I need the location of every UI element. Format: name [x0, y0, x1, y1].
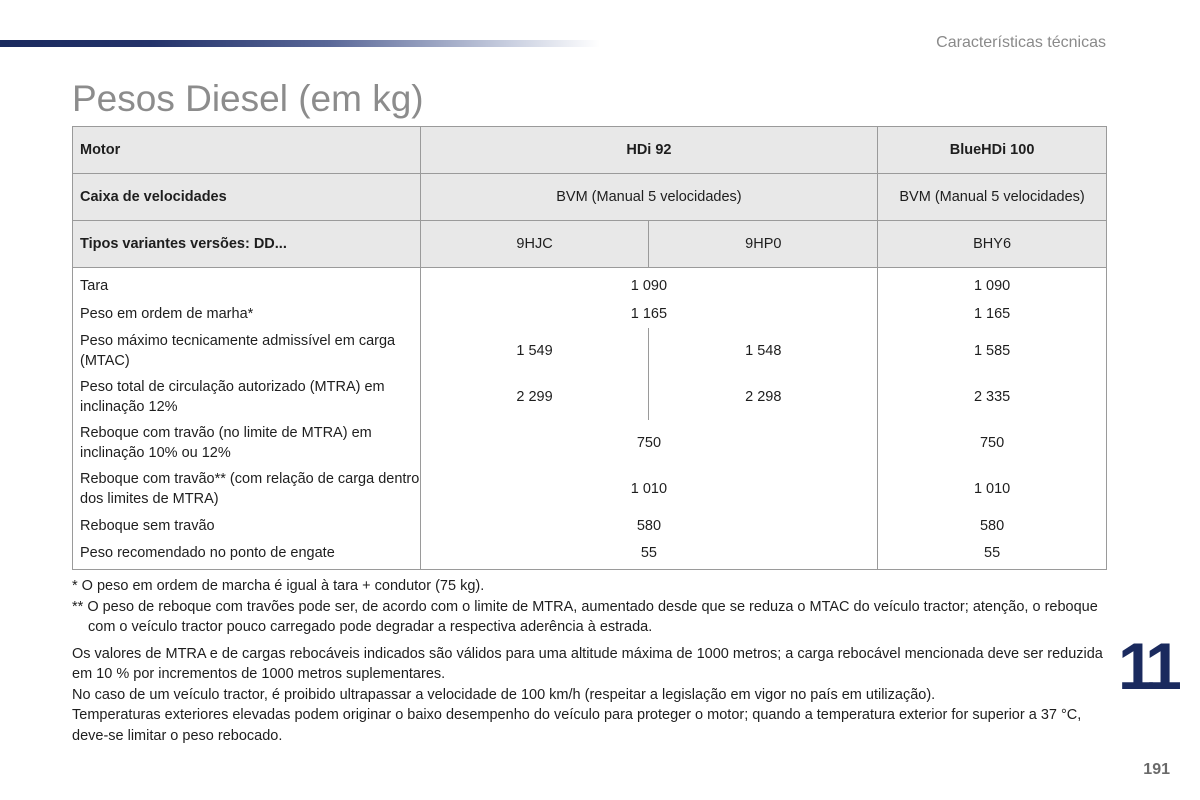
- page-title: Pesos Diesel (em kg): [72, 78, 424, 119]
- row-value: 2 299: [420, 374, 649, 420]
- row-value: 750: [420, 420, 878, 466]
- footnote: ** O peso de reboque com travões pode ser, de acordo com o limite de MTRA, aumentado desde que se reduza o MTAC do veículo tractor; atenção, o reboque com o veículo tractor pouco carregado pode degradar a respectiva aderência à estrada.: [72, 598, 1098, 635]
- weights-table: [72, 126, 1107, 570]
- row-value: 1 585: [878, 328, 1107, 374]
- gearbox-value: BVM (Manual 5 velocidades): [420, 174, 878, 221]
- row-value: 2 298: [649, 374, 878, 420]
- table-header-row: [73, 174, 1107, 221]
- header-accent-bar: [0, 40, 600, 47]
- paragraph: Os valores de MTRA e de cargas rebocáveis indicados são válidos para uma altitude máxima de 1000 metros; a carga rebocável mencionada deve ser reduzida em 10 % por incrementos de 1000 metros suplementares.: [72, 645, 1103, 682]
- row-value: 1 010: [420, 466, 878, 512]
- table-row: [73, 268, 1107, 300]
- row-value: 1 549: [420, 328, 649, 374]
- table-header-row: [73, 221, 1107, 268]
- motor-label: Motor: [73, 127, 421, 174]
- row-value: 55: [420, 540, 878, 570]
- table-row: [73, 466, 1107, 512]
- variants-label: Tipos variantes versões: DD...: [73, 221, 421, 268]
- table-row: [73, 328, 1107, 374]
- row-label: Reboque com travão (no limite de MTRA) em inclinação 10% ou 12%: [73, 420, 421, 466]
- engine-hdi92: HDi 92: [420, 127, 878, 174]
- row-label: Peso máximo tecnicamente admissível em carga (MTAC): [73, 328, 421, 374]
- table-row: [73, 420, 1107, 466]
- row-value: 750: [878, 420, 1107, 466]
- variant-code: 9HP0: [649, 221, 878, 268]
- row-label: Reboque sem travão: [73, 512, 421, 540]
- table-row: [73, 512, 1107, 540]
- table-row: [73, 540, 1107, 570]
- row-value: 1 165: [420, 300, 878, 328]
- row-value: 1 010: [878, 466, 1107, 512]
- row-value: 55: [878, 540, 1107, 570]
- variant-code: BHY6: [878, 221, 1107, 268]
- row-value: 1 090: [878, 268, 1107, 300]
- row-value: 2 335: [878, 374, 1107, 420]
- row-label: Peso recomendado no ponto de engate: [73, 540, 421, 570]
- row-value: 1 090: [420, 268, 878, 300]
- row-value: 580: [420, 512, 878, 540]
- chapter-number: 11: [1118, 629, 1176, 703]
- row-label: Peso em ordem de marha*: [73, 300, 421, 328]
- section-title: Características técnicas: [936, 34, 1106, 51]
- row-value: 580: [878, 512, 1107, 540]
- paragraph: Temperaturas exteriores elevadas podem originar o baixo desempenho do veículo para proteger o motor; quando a temperatura exterior for superior a 37 °C, deve-se limitar o peso rebocado.: [72, 707, 1082, 744]
- variant-code: 9HJC: [420, 221, 649, 268]
- table-row: [73, 374, 1107, 420]
- row-label: Peso total de circulação autorizado (MTRA) em inclinação 12%: [73, 374, 421, 420]
- footnotes: [72, 576, 1112, 746]
- gearbox-value: BVM (Manual 5 velocidades): [878, 174, 1107, 221]
- gearbox-label: Caixa de velocidades: [73, 174, 421, 221]
- engine-bluehdi100: BlueHDi 100: [878, 127, 1107, 174]
- page-number: 191: [1143, 761, 1170, 778]
- paragraph: No caso de um veículo tractor, é proibido ultrapassar a velocidade de 100 km/h (respeitar a legislação em vigor no país em utilização).: [72, 686, 936, 703]
- row-label: Reboque com travão** (com relação de carga dentro dos limites de MTRA): [73, 466, 421, 512]
- row-value: 1 165: [878, 300, 1107, 328]
- table-row: [73, 300, 1107, 328]
- table-header-row: [73, 127, 1107, 174]
- footnote: * O peso em ordem de marcha é igual à tara + condutor (75 kg).: [72, 578, 485, 594]
- row-value: 1 548: [649, 328, 878, 374]
- row-label: Tara: [73, 268, 421, 300]
